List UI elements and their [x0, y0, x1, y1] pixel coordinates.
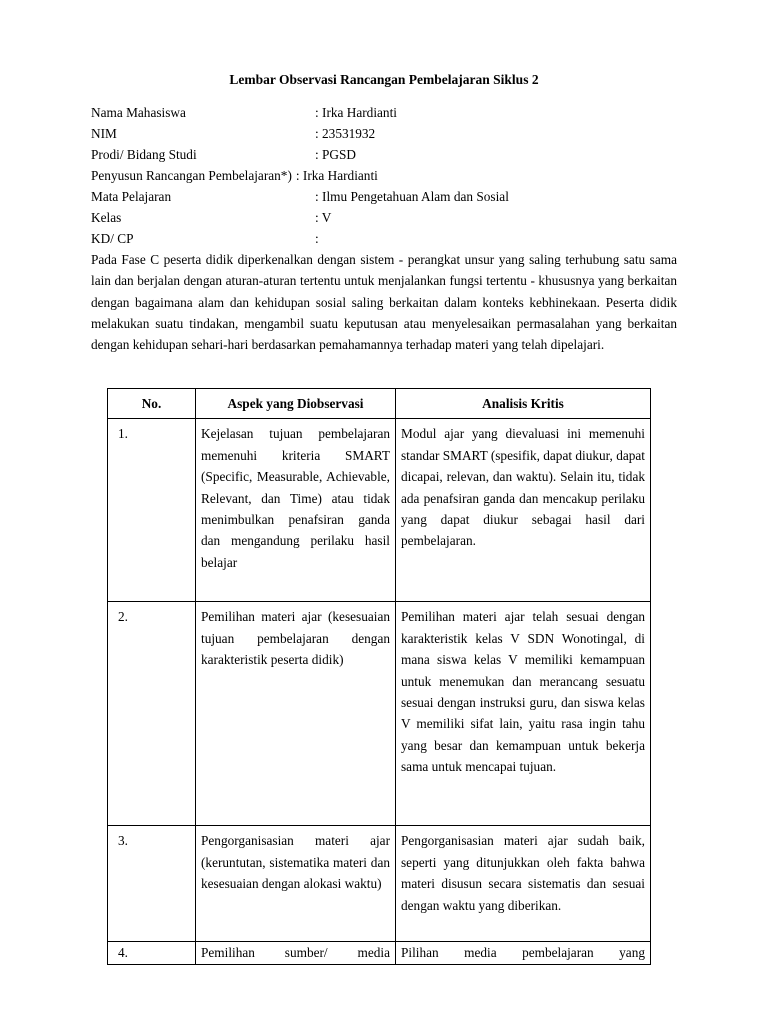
info-block — [91, 102, 677, 249]
table-row — [108, 942, 651, 964]
table-row — [108, 826, 651, 942]
info-value: : V — [315, 210, 332, 225]
info-value: : PGSD — [315, 147, 357, 162]
document-page — [91, 70, 677, 355]
info-value: : Ilmu Pengetahuan Alam dan Sosial — [315, 189, 509, 204]
info-row-prodi — [91, 144, 677, 165]
row-analisis: Modul ajar yang dievaluasi ini memenuhi standar SMART (spesifik, dapat diukur, dapat dicapai, relevan, dan waktu). Selain itu, tidak ada penafsiran ganda dan mencakup perilaku yang dapat diukur sebagai hasil dari pembelajaran. — [396, 419, 651, 602]
info-label: Mata Pelajaran — [91, 189, 172, 204]
observation-table — [107, 388, 651, 965]
info-label: Prodi/ Bidang Studi — [91, 147, 197, 162]
row-number: 4. — [108, 942, 196, 964]
info-label: NIM — [91, 126, 117, 141]
info-label: Penyusun Rancangan Pembelajaran*) — [91, 168, 292, 183]
info-value: : Irka Hardianti — [315, 105, 397, 120]
info-value: : — [315, 231, 319, 246]
info-row-penyusun — [91, 165, 677, 186]
table-row — [108, 602, 651, 826]
table-row — [108, 419, 651, 602]
info-row-kelas — [91, 207, 677, 228]
row-aspek: Kejelasan tujuan pembelajaran memenuhi kriteria SMART (Specific, Measurable, Achievable, Relevant, dan Time) atau tidak menimbulkan penafsiran ganda dan mengandung perilaku hasil belajar — [196, 419, 396, 602]
info-label: KD/ CP — [91, 231, 134, 246]
info-row-nama — [91, 102, 677, 123]
info-row-mapel — [91, 186, 677, 207]
row-analisis: Pemilihan materi ajar telah sesuai dengan karakteristik kelas V SDN Wonotingal, di mana siswa kelas V memiliki kemampuan untuk menemukan dan merancang sesuatu sesuai dengan instruksi guru, dan siswa kelas V memiliki sifat lain, yaitu rasa ingin tahu yang besar dan kemampuan untuk bekerja sama untuk mencapai tujuan. — [396, 602, 651, 826]
row-aspek: Pemilihan materi ajar (kesesuaian tujuan pembelajaran dengan karakteristik peserta didik) — [196, 602, 396, 826]
info-value: : 23531932 — [315, 126, 376, 141]
row-aspek: Pengorganisasian materi ajar (keruntutan, sistematika materi dan kesesuaian dengan alokasi waktu) — [196, 826, 396, 942]
row-number: 2. — [108, 602, 196, 826]
info-row-nim — [91, 123, 677, 144]
table-header-row — [108, 389, 651, 419]
header-analisis: Analisis Kritis — [396, 389, 651, 419]
info-row-kdcp — [91, 228, 677, 249]
page-title: Lembar Observasi Rancangan Pembelajaran Siklus 2 — [229, 72, 539, 87]
info-value: : Irka Hardianti — [295, 168, 378, 183]
info-label: Nama Mahasiswa — [91, 105, 186, 120]
header-no: No. — [108, 389, 196, 419]
row-analisis: Pilihan media pembelajaran yang — [396, 942, 651, 964]
row-analisis: Pengorganisasian materi ajar sudah baik, seperti yang ditunjukkan oleh fakta bahwa materi disusun secara sistematis dan sesuai dengan waktu yang diberikan. — [396, 826, 651, 942]
header-aspek: Aspek yang Diobservasi — [196, 389, 396, 419]
row-number: 1. — [108, 419, 196, 602]
row-number: 3. — [108, 826, 196, 942]
intro-paragraph: Pada Fase C peserta didik diperkenalkan dengan sistem - perangkat unsur yang saling terhubung satu sama lain dan berjalan dengan aturan-aturan tertentu untuk menjalankan fungsi tertentu - khususnya yang berkaitan dengan bagaimana alam dan kehidupan sosial saling berkaitan dalam konteks kebhinekaan. Peserta didik melakukan suatu tindakan, mengambil suatu keputusan atau menyelesaikan permasalahan yang berkaitan dengan kehidupan sehari-hari berdasarkan pemahamannya terhadap materi yang telah dipelajari. — [91, 252, 677, 353]
info-label: Kelas — [91, 210, 122, 225]
row-aspek: Pemilihan sumber/ media — [196, 942, 396, 964]
